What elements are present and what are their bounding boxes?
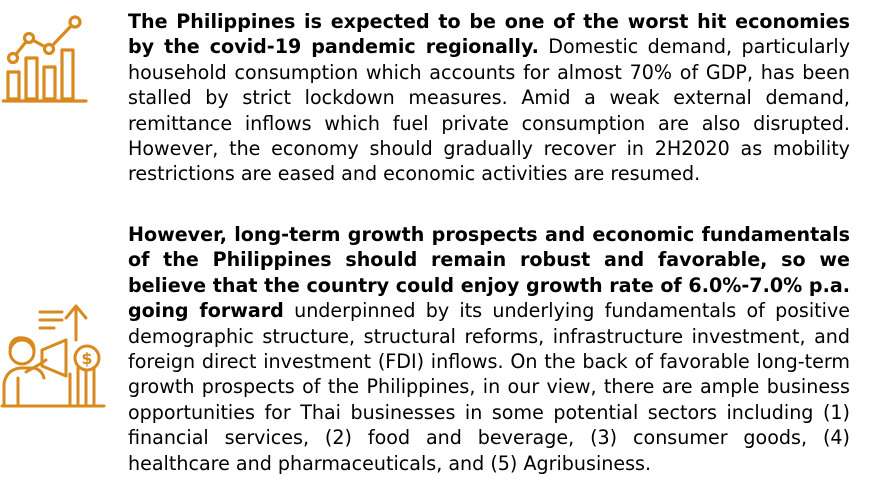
paragraph-2-text: underpinned by its underlying fundamentals of positive demographic structure, structural reforms, infrastructure investment, and foreign direct investment (FDI) inflows. On the back of favorable long-term growth prospects of the Philippines, in our view, there are ample business opportunities for Thai businesses in some potential sectors including (1) financial services, (2) food and beverage, (3) consumer goods, (4) healthcare and pharmaceuticals, and (5) Agribusiness. <box>128 299 851 475</box>
paragraph-2 <box>128 222 850 476</box>
paragraph-1 <box>128 9 850 187</box>
person-megaphone-dollar-icon <box>0 300 108 412</box>
paragraph-1-text: Domestic demand, particularly household consumption which accounts for almost 70% of GDP, has been stalled by strict lockdown measures. Amid a weak external demand, remittance inflows which fuel private consumption are also disrupted. However, the economy should gradually recover in 2H2020 as mobility restrictions are eased and economic activities are resumed. <box>128 35 850 186</box>
paragraph-2-bold: However, long-term growth prospects and economic fundamentals of the Philippines should remain robust and favorable, so we believe that the country could enjoy growth rate of 6.0%-7.0% p.a. going forward <box>128 223 850 323</box>
svg-text:$: $ <box>81 349 93 368</box>
growth-chart-icon <box>2 14 90 106</box>
paragraph-1-bold: The Philippines is expected to be one of the worst hit economies by the covid-19 pandemic regionally. <box>128 10 850 59</box>
